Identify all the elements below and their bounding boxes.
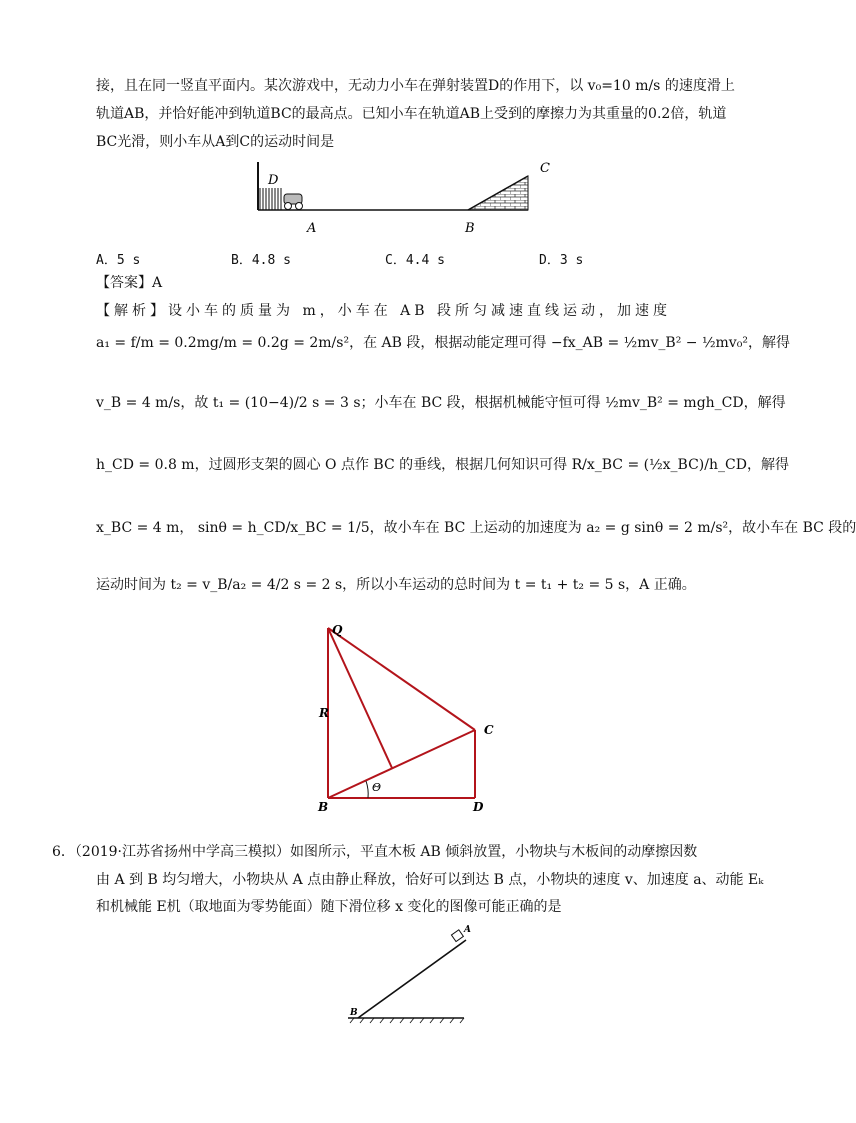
problem6-text-line1: 6．（2019·江苏省扬州中学高三模拟）如图所示，平直木板 AB 倾斜放置，小物块与木板间的动摩擦因数 (52, 844, 698, 860)
analysis-line5: x_BC = 4 m， sinθ = h_CD/x_BC = 1/5，故小车在 BC 上运动的加速度为 a₂ = g sinθ = 2 m/s²，故小车在 BC 段的 (96, 520, 856, 536)
energy-conservation-equation: ½mv_B² = mgh_CD (605, 395, 744, 411)
label-D: D (268, 173, 279, 188)
geometry-figure (310, 618, 510, 818)
label-A: A (307, 221, 317, 236)
analysis-line4 (96, 455, 789, 475)
problem5-text-line2: 轨道AB，并恰好能冲到轨道BC的最高点。已知小车在轨道AB上受到的摩擦力为其重量的0.2倍，轨道 (96, 106, 727, 122)
analysis-line6 (96, 575, 696, 595)
geometry-equation: R/x_BC = (½x_BC)/h_CD (571, 457, 747, 473)
analysis-text-5a: ，故小车在 BC 上运动的加速度为 (369, 520, 582, 536)
analysis-text-6a: 运动时间为 (96, 577, 166, 593)
vb-equation: v_B = 4 m/s (96, 395, 181, 411)
problem5-text-line1: 接，且在同一竖直平面内。某次游戏中，无动力小车在弹射装置D的作用下，以 v₀=10 m/s 的速度滑上 (96, 78, 735, 94)
problem5-text-line3: BC光滑，则小车从A到C的运动时间是 (96, 134, 335, 150)
analysis-text-5b: ，故小车在 BC 段的 (728, 520, 856, 536)
a1-equation: a₁ = f/m = 0.2mg/m = 0.2g = 2m/s² (96, 335, 350, 351)
problem6-text-line3: 和机械能 E机（取地面为零势能面）随下滑位移 x 变化的图像可能正确的是 (96, 899, 562, 915)
t2-equation: t₂ = v_B/a₂ = 4/2 s = 2 s (170, 577, 343, 593)
answer-label: 【答案】A (96, 275, 163, 291)
a2-equation: a₂ = g sinθ = 2 m/s² (586, 520, 729, 536)
option-d[interactable]: D．3 s (539, 253, 584, 268)
label-Q: Q (332, 623, 343, 637)
xbc-equation: x_BC = 4 m (96, 520, 180, 536)
label-theta: Θ (372, 781, 382, 794)
problem6-text-line2: 由 A 到 B 均匀增大，小物块从 A 点由静止释放，恰好可以到达 B 点，小物块的速度 v、加速度 a、动能 Eₖ (96, 872, 764, 888)
analysis-text-4a: ，过圆形支架的圆心 O 点作 BC 的垂线，根据几何知识可得 (194, 457, 568, 473)
hcd-equation: h_CD = 0.8 m (96, 457, 195, 473)
cart-icon (284, 194, 303, 210)
kinetic-energy-equation: −fx_AB = ½mv_B² − ½mv₀² (550, 335, 748, 351)
analysis-text-6c: ，A 正确。 (625, 577, 696, 593)
analysis-line1: 【解析】设小车的质量为 m，小车在 AB 段所匀减速直线运动，加速度 (96, 303, 672, 319)
option-c[interactable]: C．4.4 s (385, 253, 445, 268)
analysis-text-3b: ；小车在 BC 段，根据机械能守恒可得 (360, 395, 601, 411)
option-b[interactable]: B．4.8 s (231, 253, 291, 268)
analysis-text-2a: ，在 AB 段，根据动能定理可得 (349, 335, 547, 351)
label-C-geo: C (484, 723, 494, 737)
label-A-incline: A (464, 925, 471, 935)
t1-equation: t₁ = (10−4)/2 s = 3 s (212, 395, 361, 411)
label-R: R (319, 706, 329, 720)
analysis-text-6b: ，所以小车运动的总时间为 (342, 577, 511, 593)
analysis-text-3c: ，解得 (743, 395, 786, 411)
total-time-equation: t = t₁ + t₂ = 5 s (514, 577, 626, 593)
analysis-text-2b: ，解得 (747, 335, 790, 351)
incline-figure (340, 922, 470, 1026)
label-B: B (465, 221, 475, 236)
analysis-text-4b: ，解得 (746, 457, 789, 473)
option-a[interactable]: A．5 s (96, 253, 141, 268)
analysis-line3 (96, 393, 786, 413)
label-D-geo: D (473, 800, 484, 814)
analysis-text-3a: ，故 (180, 395, 209, 411)
label-B-geo: B (318, 800, 329, 814)
label-B-incline: B (350, 1008, 358, 1018)
analysis-line2 (96, 333, 790, 353)
problem5-track-figure (250, 158, 550, 240)
label-C: C (540, 161, 550, 176)
sin-theta-equation: sinθ = h_CD/x_BC = 1/5 (197, 520, 370, 536)
